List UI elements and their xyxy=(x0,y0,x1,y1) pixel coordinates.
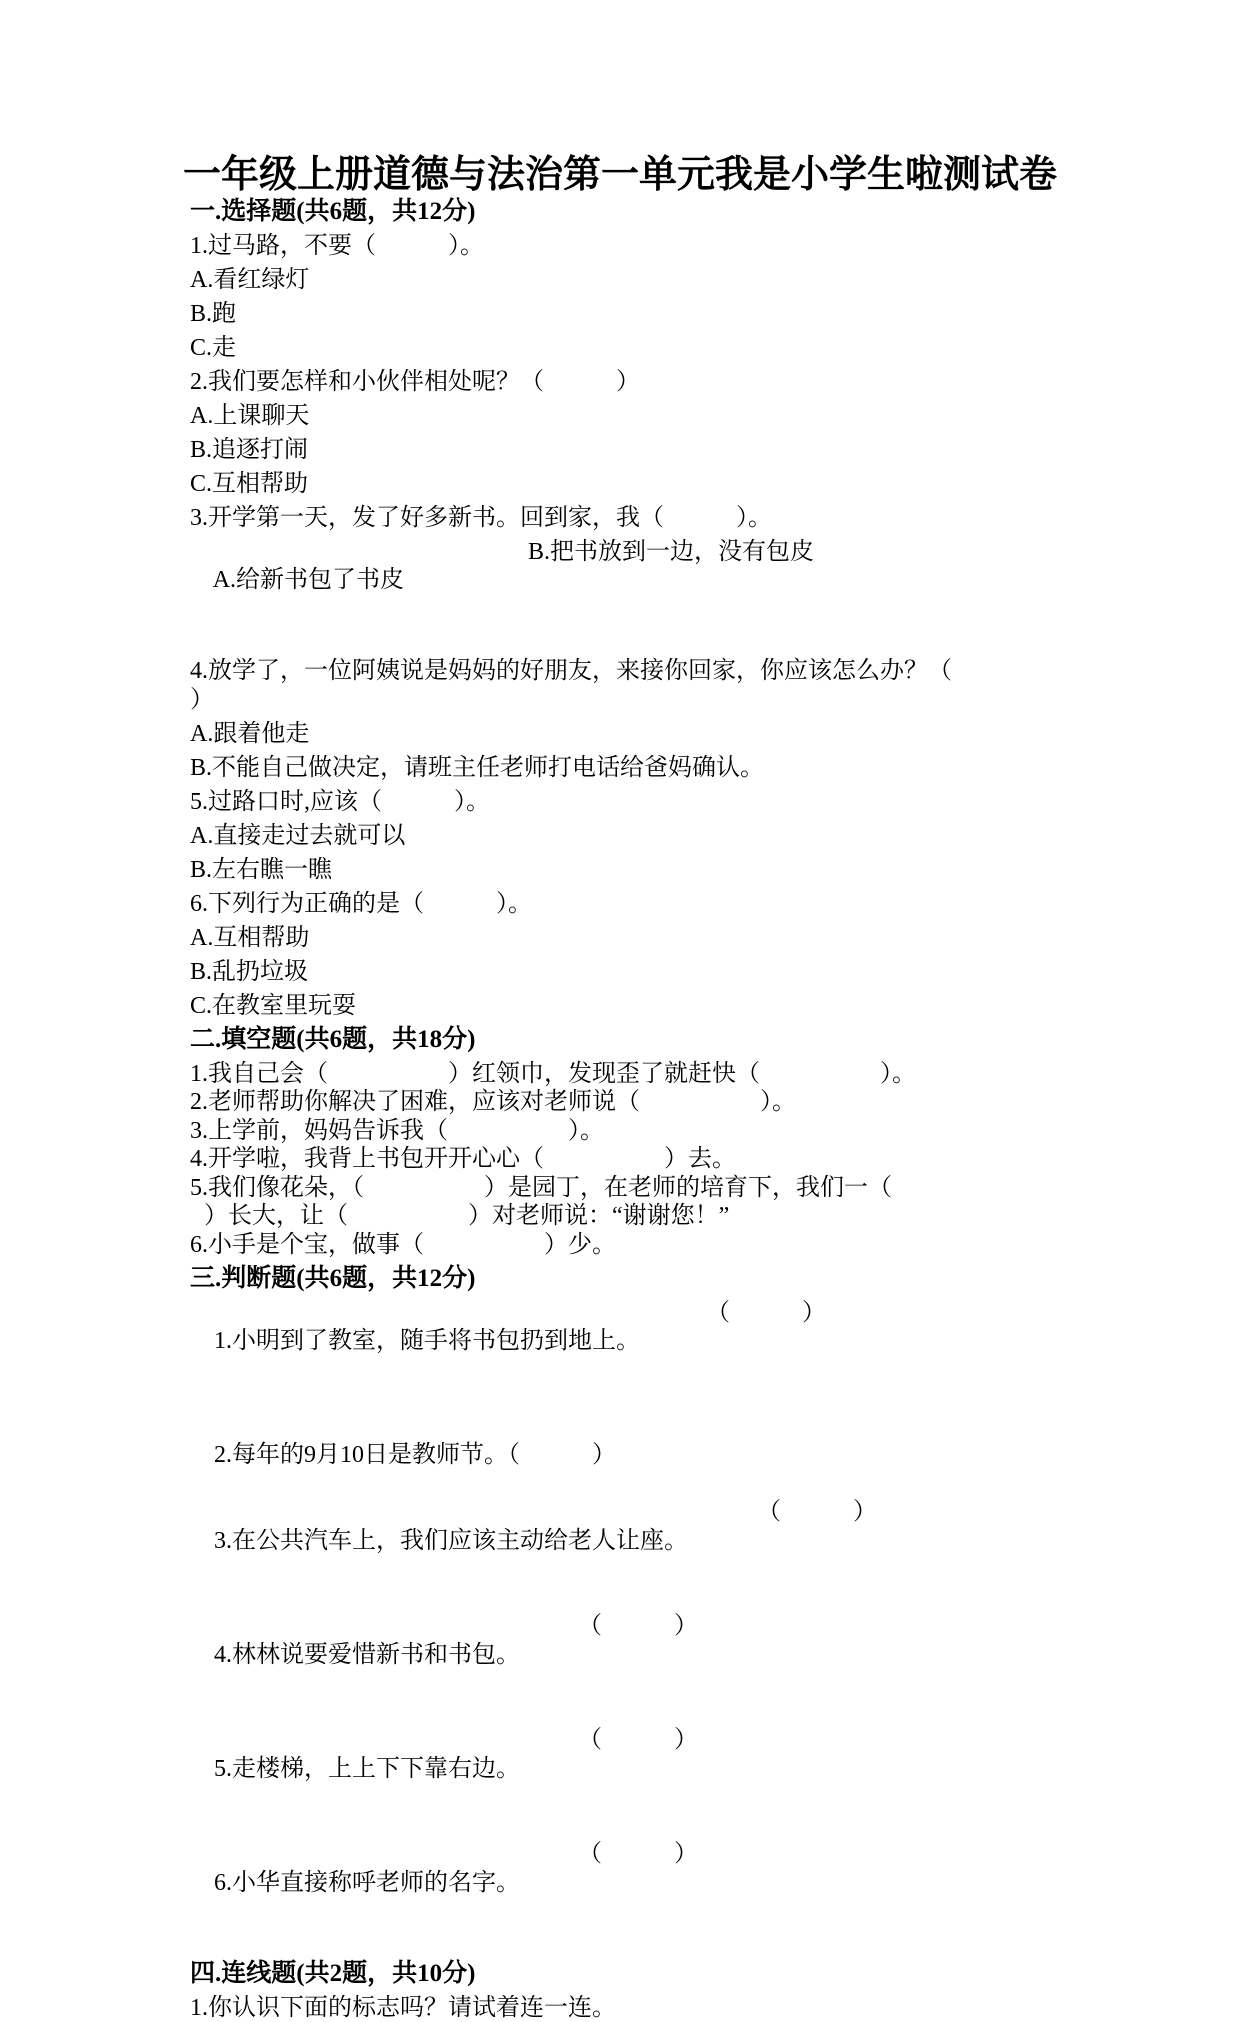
fill-in-question: 2.老师帮助你解决了困难，应该对老师说（ ）。 xyxy=(190,1088,1090,1117)
question-text: 4.林林说要爱惜新书和书包。 xyxy=(214,1642,520,1668)
matching-question: 1.你认识下面的标志吗？请试着连一连。 xyxy=(190,1994,1090,2022)
exam-body xyxy=(190,192,1090,2022)
fill-in-question: 3.上学前，妈妈告诉我（ ）。 xyxy=(190,1117,1090,1146)
question-text: 3.在公共汽车上，我们应该主动给老人让座。 xyxy=(214,1528,688,1554)
answer-option: B.追逐打闹 xyxy=(190,436,1090,465)
answer-option: A.互相帮助 xyxy=(190,924,1090,953)
answer-option: A.跟着他走 xyxy=(190,720,1090,749)
section-heading-matching: 四.连线题(共2题，共10分) xyxy=(190,1960,1090,1989)
answer-bracket: （ ） xyxy=(706,1299,826,1328)
answer-option: B.不能自己做决定，请班主任老师打电话给爸妈确认。 xyxy=(190,754,1090,783)
section-heading-true-false: 三.判断题(共6题，共12分) xyxy=(190,1265,1090,1294)
question-text: 5.走楼梯，上上下下靠右边。 xyxy=(214,1756,520,1782)
question-stem: 3.开学第一天，发了好多新书。回到家，我（ ）。 xyxy=(190,504,1090,533)
answer-bracket: （ ） xyxy=(757,1498,877,1527)
answer-option: C.在教室里玩耍 xyxy=(190,992,1090,1021)
true-false-question xyxy=(190,1299,1090,1413)
answer-option: A.上课聊天 xyxy=(190,402,1090,431)
answer-option: B.跑 xyxy=(190,300,1090,329)
true-false-question xyxy=(190,1498,1090,1612)
answer-bracket: （ ） xyxy=(578,1726,698,1755)
question-stem-continuation: ） xyxy=(190,686,1090,715)
answer-option: C.互相帮助 xyxy=(190,470,1090,499)
answer-bracket: （ ） xyxy=(508,1442,616,1468)
answer-options-row xyxy=(190,538,1090,652)
question-text: 1.小明到了教室，随手将书包扔到地上。 xyxy=(214,1328,640,1354)
fill-in-question-continuation: ）长大，让（ ）对老师说：“谢谢您！” xyxy=(190,1202,1090,1231)
answer-option: B.乱扔垃圾 xyxy=(190,958,1090,987)
answer-option: B.左右瞧一瞧 xyxy=(190,856,1090,885)
question-stem: 6.下列行为正确的是（ ）。 xyxy=(190,890,1090,919)
question-text: 6.小华直接称呼老师的名字。 xyxy=(214,1870,520,1896)
answer-option: A.直接走过去就可以 xyxy=(190,822,1090,851)
question-stem: 5.过路口时,应该（ ）。 xyxy=(190,788,1090,817)
answer-option: A.看红绿灯 xyxy=(190,266,1090,295)
question-stem: 2.我们要怎样和小伙伴相处呢？（ ） xyxy=(190,368,1090,397)
true-false-question xyxy=(190,1612,1090,1726)
true-false-question xyxy=(190,1840,1090,1954)
answer-bracket: （ ） xyxy=(578,1840,698,1869)
fill-in-question: 1.我自己会（ ）红领巾，发现歪了就赶快（ ）。 xyxy=(190,1060,1090,1089)
fill-in-question: 5.我们像花朵，（ ）是园丁，在老师的培育下，我们一（ xyxy=(190,1174,1090,1203)
answer-option: C.走 xyxy=(190,334,1090,363)
question-stem: 4.放学了，一位阿姨说是妈妈的好朋友，来接你回家，你应该怎么办？（ xyxy=(190,657,1090,686)
answer-option: B.把书放到一边，没有包皮 xyxy=(528,538,814,567)
true-false-question xyxy=(190,1413,1090,1499)
question-text: 2.每年的9月10日是教师节。 xyxy=(214,1442,508,1468)
question-stem: 1.过马路，不要（ ）。 xyxy=(190,232,1090,261)
page-title: 一年级上册道德与法治第一单元我是小学生啦测试卷 xyxy=(0,158,1240,192)
fill-in-question: 4.开学啦，我背上书包开开心心（ ）去。 xyxy=(190,1145,1090,1174)
true-false-question xyxy=(190,1726,1090,1840)
answer-bracket: （ ） xyxy=(578,1612,698,1641)
fill-in-question: 6.小手是个宝，做事（ ）少。 xyxy=(190,1231,1090,1260)
section-heading-choice: 一.选择题(共6题，共12分) xyxy=(190,198,1090,227)
answer-option: A.给新书包了书皮 xyxy=(213,567,404,593)
section-heading-fill-in: 二.填空题(共6题，共18分) xyxy=(190,1026,1090,1055)
